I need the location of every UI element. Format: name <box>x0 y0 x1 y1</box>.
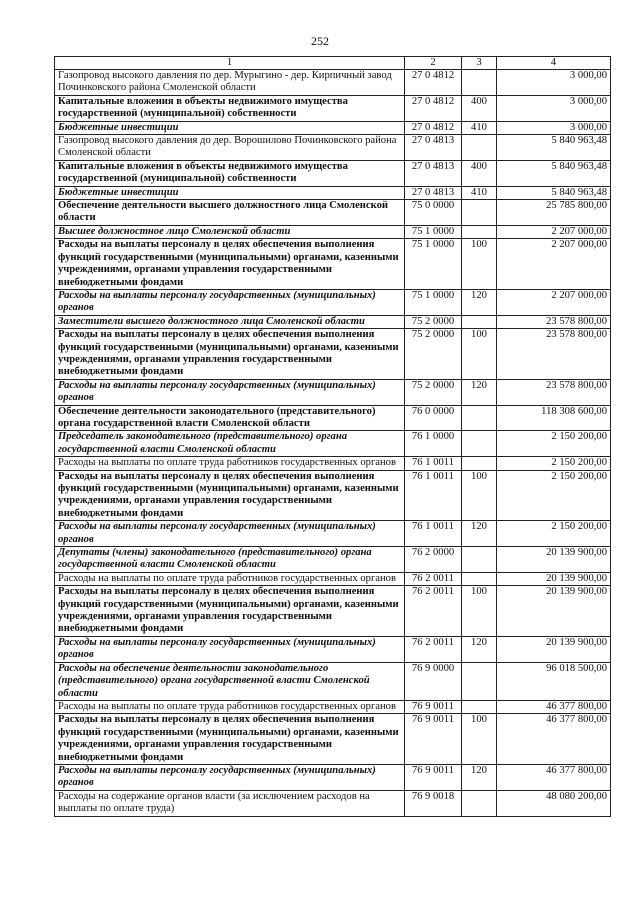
row-amount: 3 000,00 <box>497 95 611 121</box>
row-name: Обеспечение деятельности законодательного (представительного) органа государственной власти Смоленской области <box>55 405 405 431</box>
row-code: 27 0 4813 <box>405 186 462 199</box>
row-amount: 2 150 200,00 <box>497 457 611 470</box>
row-code: 27 0 4812 <box>405 121 462 134</box>
table-row <box>55 764 611 790</box>
row-code: 76 1 0011 <box>405 521 462 547</box>
row-name: Расходы на выплаты персоналу государственных (муниципальных) органов <box>55 521 405 547</box>
row-code: 76 9 0011 <box>405 700 462 713</box>
row-type: 410 <box>462 121 497 134</box>
row-name: Расходы на выплаты персоналу государственных (муниципальных) органов <box>55 379 405 405</box>
row-code: 76 9 0011 <box>405 714 462 765</box>
row-type <box>462 662 497 700</box>
row-amount: 5 840 963,48 <box>497 160 611 186</box>
row-type: 120 <box>462 764 497 790</box>
table-header-row <box>55 57 611 70</box>
row-type: 120 <box>462 636 497 662</box>
row-amount: 48 080 200,00 <box>497 790 611 816</box>
row-code: 76 1 0011 <box>405 457 462 470</box>
row-name: Капитальные вложения в объекты недвижимого имущества государственной (муниципальной) собственности <box>55 160 405 186</box>
row-code: 27 0 4812 <box>405 70 462 96</box>
row-type: 400 <box>462 160 497 186</box>
table-row <box>55 790 611 816</box>
row-type <box>462 200 497 226</box>
row-amount: 2 207 000,00 <box>497 225 611 238</box>
table-row <box>55 379 611 405</box>
row-code: 76 1 0011 <box>405 470 462 521</box>
row-type: 100 <box>462 329 497 380</box>
row-amount: 23 578 800,00 <box>497 315 611 328</box>
table-row <box>55 160 611 186</box>
row-amount: 46 377 800,00 <box>497 700 611 713</box>
row-amount: 3 000,00 <box>497 70 611 96</box>
row-amount: 118 308 600,00 <box>497 405 611 431</box>
table-row <box>55 586 611 637</box>
row-type <box>462 405 497 431</box>
row-type <box>462 70 497 96</box>
row-amount: 5 840 963,48 <box>497 135 611 161</box>
row-type: 100 <box>462 239 497 290</box>
row-amount: 2 207 000,00 <box>497 239 611 290</box>
row-amount: 3 000,00 <box>497 121 611 134</box>
row-name: Председатель законодательного (представительного) органа государственной власти Смоленской области <box>55 431 405 457</box>
row-code: 27 0 4812 <box>405 95 462 121</box>
row-type: 400 <box>462 95 497 121</box>
table-row <box>55 135 611 161</box>
row-code: 76 2 0011 <box>405 572 462 585</box>
header-col-3: 3 <box>462 57 497 70</box>
row-code: 75 1 0000 <box>405 289 462 315</box>
table-body <box>55 70 611 817</box>
row-type <box>462 790 497 816</box>
row-name: Высшее должностное лицо Смоленской области <box>55 225 405 238</box>
row-amount: 20 139 900,00 <box>497 547 611 573</box>
budget-table <box>54 56 611 817</box>
row-name: Расходы на выплаты по оплате труда работников государственных органов <box>55 572 405 585</box>
row-code: 76 2 0011 <box>405 636 462 662</box>
page-number: 252 <box>311 34 329 48</box>
row-code: 76 2 0000 <box>405 547 462 573</box>
row-name: Расходы на выплаты персоналу в целях обеспечения выполнения функций государственными (муниципальными) органами, казенными учреждениями, органами управления государственными внебюджетными фондами <box>55 470 405 521</box>
row-name: Расходы на выплаты персоналу государственных (муниципальных) органов <box>55 764 405 790</box>
row-code: 76 2 0011 <box>405 586 462 637</box>
row-name: Газопровод высокого давления по дер. Мурыгино - дер. Кирпичный завод Починковского района Смоленской области <box>55 70 405 96</box>
row-amount: 2 207 000,00 <box>497 289 611 315</box>
row-type <box>462 457 497 470</box>
table-row <box>55 200 611 226</box>
table-row <box>55 470 611 521</box>
row-type: 100 <box>462 586 497 637</box>
table-row <box>55 315 611 328</box>
row-type <box>462 700 497 713</box>
row-amount: 2 150 200,00 <box>497 470 611 521</box>
table-row <box>55 329 611 380</box>
row-code: 75 1 0000 <box>405 225 462 238</box>
row-type <box>462 431 497 457</box>
row-name: Обеспечение деятельности высшего должностного лица Смоленской области <box>55 200 405 226</box>
row-amount: 5 840 963,48 <box>497 186 611 199</box>
row-amount: 23 578 800,00 <box>497 379 611 405</box>
row-type <box>462 135 497 161</box>
row-name: Бюджетные инвестиции <box>55 121 405 134</box>
header-col-2: 2 <box>405 57 462 70</box>
row-name: Расходы на содержание органов власти (за исключением расходов на выплаты по оплате труда) <box>55 790 405 816</box>
row-name: Расходы на выплаты персоналу в целях обеспечения выполнения функций государственными (муниципальными) органами, казенными учреждениями, органами управления государственными внебюджетными фондами <box>55 329 405 380</box>
table-row <box>55 239 611 290</box>
row-amount: 96 018 500,00 <box>497 662 611 700</box>
table-row <box>55 662 611 700</box>
table-row <box>55 431 611 457</box>
row-amount: 25 785 800,00 <box>497 200 611 226</box>
table-row <box>55 405 611 431</box>
row-name: Расходы на выплаты персоналу в целях обеспечения выполнения функций государственными (муниципальными) органами, казенными учреждениями, органами управления государственными внебюджетными фондами <box>55 586 405 637</box>
row-name: Расходы на выплаты по оплате труда работников государственных органов <box>55 457 405 470</box>
row-name: Расходы на обеспечение деятельности законодательного (представительного) органа государственной власти Смоленской области <box>55 662 405 700</box>
table-row <box>55 547 611 573</box>
row-type <box>462 572 497 585</box>
row-type: 100 <box>462 470 497 521</box>
row-type <box>462 225 497 238</box>
header-col-1: 1 <box>55 57 405 70</box>
table-row <box>55 121 611 134</box>
row-code: 27 0 4813 <box>405 160 462 186</box>
row-type: 100 <box>462 714 497 765</box>
table-row <box>55 289 611 315</box>
row-code: 76 1 0000 <box>405 431 462 457</box>
row-code: 27 0 4813 <box>405 135 462 161</box>
header-col-4: 4 <box>497 57 611 70</box>
row-name: Депутаты (члены) законодательного (представительного) органа государственной власти Смоленской области <box>55 547 405 573</box>
table-row <box>55 714 611 765</box>
row-name: Расходы на выплаты персоналу государственных (муниципальных) органов <box>55 636 405 662</box>
table-row <box>55 572 611 585</box>
row-amount: 2 150 200,00 <box>497 521 611 547</box>
row-code: 76 0 0000 <box>405 405 462 431</box>
table-row <box>55 636 611 662</box>
row-code: 75 1 0000 <box>405 239 462 290</box>
table-row <box>55 521 611 547</box>
row-code: 75 2 0000 <box>405 329 462 380</box>
table-row <box>55 225 611 238</box>
row-amount: 2 150 200,00 <box>497 431 611 457</box>
row-name: Расходы на выплаты по оплате труда работников государственных органов <box>55 700 405 713</box>
table-row <box>55 186 611 199</box>
row-name: Расходы на выплаты персоналу в целях обеспечения выполнения функций государственными (муниципальными) органами, казенными учреждениями, органами управления государственными внебюджетными фондами <box>55 239 405 290</box>
row-amount: 46 377 800,00 <box>497 764 611 790</box>
row-amount: 46 377 800,00 <box>497 714 611 765</box>
row-amount: 23 578 800,00 <box>497 329 611 380</box>
row-code: 75 0 0000 <box>405 200 462 226</box>
row-type <box>462 547 497 573</box>
row-name: Газопровод высокого давления до дер. Ворошилово Починковского района Смоленской области <box>55 135 405 161</box>
row-code: 76 9 0011 <box>405 764 462 790</box>
table-row <box>55 95 611 121</box>
row-name: Расходы на выплаты персоналу в целях обеспечения выполнения функций государственными (муниципальными) органами, казенными учреждениями, органами управления государственными внебюджетными фондами <box>55 714 405 765</box>
table-row <box>55 457 611 470</box>
row-name: Бюджетные инвестиции <box>55 186 405 199</box>
row-name: Расходы на выплаты персоналу государственных (муниципальных) органов <box>55 289 405 315</box>
row-name: Заместители высшего должностного лица Смоленской области <box>55 315 405 328</box>
table-row <box>55 70 611 96</box>
table-row <box>55 700 611 713</box>
row-amount: 20 139 900,00 <box>497 572 611 585</box>
row-amount: 20 139 900,00 <box>497 586 611 637</box>
row-code: 75 2 0000 <box>405 315 462 328</box>
row-type <box>462 315 497 328</box>
row-type: 120 <box>462 379 497 405</box>
row-amount: 20 139 900,00 <box>497 636 611 662</box>
row-type: 410 <box>462 186 497 199</box>
row-code: 75 2 0000 <box>405 379 462 405</box>
row-type: 120 <box>462 521 497 547</box>
row-code: 76 9 0018 <box>405 790 462 816</box>
row-type: 120 <box>462 289 497 315</box>
row-code: 76 9 0000 <box>405 662 462 700</box>
row-name: Капитальные вложения в объекты недвижимого имущества государственной (муниципальной) собственности <box>55 95 405 121</box>
